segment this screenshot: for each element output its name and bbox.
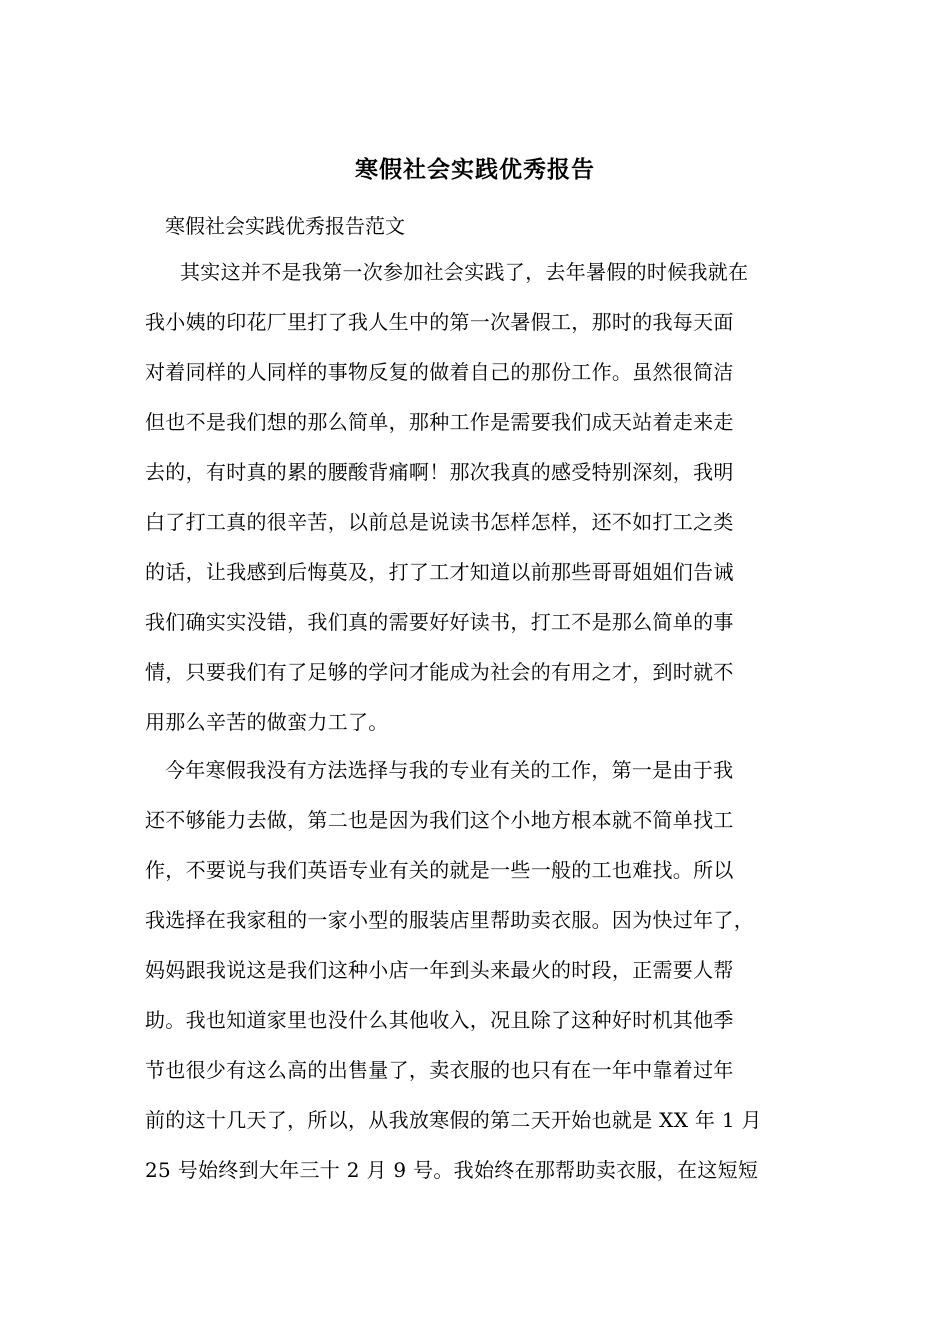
paragraph-line: 我们确实实没错，我们真的需要好好读书，打工不是那么简单的事 [145,610,734,634]
paragraph-line: 我小姨的印花厂里打了我人生中的第一次暑假工，那时的我每天面 [145,310,734,334]
paragraph-line: 去的，有时真的累的腰酸背痛啊！那次我真的感受特别深刻，我明 [145,460,734,484]
paragraph-line: 的话，让我感到后悔莫及，打了工才知道以前那些哥哥姐姐们告诫 [145,560,734,584]
paragraph-line: 情，只要我们有了足够的学问才能成为社会的有用之才，到时就不 [145,660,734,684]
paragraph-line: 25 号始终到大年三十 2 月 9 号。我始终在那帮助卖衣服，在这短短 [145,1158,759,1182]
paragraph-line: 但也不是我们想的那么简单，那种工作是需要我们成天站着走来走 [145,410,734,434]
paragraph-line: 妈妈跟我说这是我们这种小店一年到头来最火的时段，正需要人帮 [145,958,734,982]
document-subtitle: 寒假社会实践优秀报告范文 [165,214,405,238]
document-title: 寒假社会实践优秀报告 [355,156,595,183]
paragraph-line: 用那么辛苦的做蛮力工了。 [145,710,389,734]
paragraph-line: 其实这并不是我第一次参加社会实践了，去年暑假的时候我就在 [180,260,749,284]
paragraph-line: 白了打工真的很辛苦，以前总是说读书怎样怎样，还不如打工之类 [145,510,734,534]
paragraph-line: 作，不要说与我们英语专业有关的就是一些一般的工也难找。所以 [145,858,734,882]
paragraph-line: 助。我也知道家里也没什么其他收入，况且除了这种好时机其他季 [145,1008,734,1032]
paragraph-line: 今年寒假我没有方法选择与我的专业有关的工作，第一是由于我 [165,758,734,782]
paragraph-line: 节也很少有这么高的出售量了，卖衣服的也只有在一年中靠着过年 [145,1058,734,1082]
paragraph-line: 对着同样的人同样的事物反复的做着自己的那份工作。虽然很简洁 [145,360,734,384]
paragraph-line: 我选择在我家租的一家小型的服装店里帮助卖衣服。因为快过年了， [145,908,754,932]
paragraph-line: 前的这十几天了，所以，从我放寒假的第二天开始也就是 XX 年 1 月 [145,1108,762,1132]
paragraph-line: 还不够能力去做，第二也是因为我们这个小地方根本就不简单找工 [145,808,734,832]
